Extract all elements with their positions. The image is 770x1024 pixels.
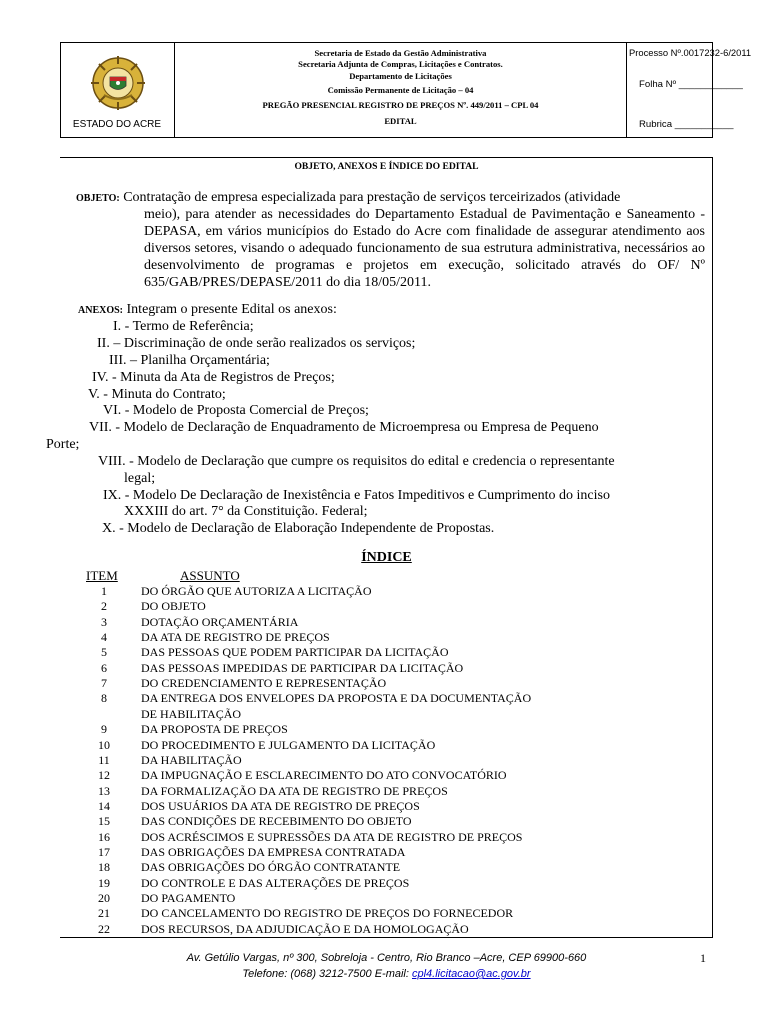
folha-field: Folha Nº ____________ — [639, 79, 743, 90]
indice-item-subject: DA IMPUGNAÇÃO E ESCLARECIMENTO DO ATO CONVOCATÓRIO — [141, 768, 507, 783]
header-line-comissao: Comissão Permanente de Licitação – 04 — [327, 85, 474, 95]
indice-item-number: 22 — [98, 921, 110, 936]
process-number: Processo Nº.0017232-6/2011 — [629, 47, 752, 58]
indice-item-subject: DAS OBRIGAÇÕES DO ÓRGÃO CONTRATANTE — [141, 860, 401, 875]
footer-address: Av. Getúlio Vargas, nº 300, Sobreloja - Centro, Rio Branco –Acre, CEP 69900-660 — [186, 952, 587, 964]
indice-item-subject: DA PROPOSTA DE PREÇOS — [141, 722, 288, 737]
footer-email-link[interactable]: cpl4.licitacao@ac.gov.br — [412, 968, 531, 980]
indice-item-subject: DAS OBRIGAÇÕES DA EMPRESA CONTRATADA — [141, 844, 406, 859]
indice-item-number: 12 — [98, 768, 110, 783]
indice-item-number: 2 — [101, 599, 107, 614]
indice-item-number: 20 — [98, 891, 110, 905]
anexo-item-continuation: XXXIII do art. 7° da Constituição. Federal; — [124, 504, 368, 519]
indice-item-subject: DO PROCEDIMENTO E JULGAMENTO DA LICITAÇÃO — [141, 737, 436, 752]
objeto-block — [76, 189, 620, 207]
anexo-item: IX. - Modelo De Declaração de Inexistência e Fatos Impeditivos e Cumprimento do inciso — [103, 488, 610, 503]
footer-contact — [60, 966, 713, 982]
objeto-first-line: Contratação de empresa especializada para prestação de serviços terceirizados (atividade — [123, 190, 621, 205]
state-name: ESTADO DO ACRE — [72, 119, 162, 130]
indice-item-subject: DOTAÇÃO ORÇAMENTÁRIA — [141, 614, 299, 629]
header-process-cell — [627, 43, 752, 137]
anexo-item: I. - Termo de Referência; — [113, 319, 254, 334]
indice-item-subject: DO PAGAMENTO — [141, 891, 236, 905]
section-title: OBJETO, ANEXOS E ÍNDICE DO EDITAL — [294, 161, 479, 172]
indice-item-number: 7 — [101, 676, 107, 691]
indice-item-number: 16 — [98, 829, 110, 844]
anexo-item: VIII. - Modelo de Declaração que cumpre os requisitos do edital e credencia o representante — [98, 454, 615, 469]
indice-item-subject: DA ATA DE REGISTRO DE PREÇOS — [141, 630, 330, 645]
indice-item-number: 3 — [101, 614, 107, 629]
indice-item-subject: DO OBJETO — [141, 599, 206, 614]
anexo-item: IV. - Minuta da Ata de Registros de Preços; — [92, 370, 335, 385]
indice-item-number: 6 — [101, 660, 107, 675]
indice-item-subject: DA HABILITAÇÃO — [141, 752, 242, 767]
indice-item-number: 1 — [101, 584, 107, 598]
indice-item-subject: DO CREDENCIAMENTO E REPRESENTAÇÃO — [141, 676, 387, 691]
indice-item-number: 5 — [101, 645, 107, 660]
indice-item-subject: DO CONTROLE E DAS ALTERAÇÕES DE PREÇOS — [141, 875, 410, 890]
header-line-departamento: Departamento de Licitações — [349, 71, 452, 81]
indice-item-subject: DA ENTREGA DOS ENVELOPES DA PROPOSTA E DA DOCUMENTAÇÃO — [141, 691, 532, 706]
header-title-cell — [175, 43, 627, 137]
state-coat-of-arms-icon — [90, 55, 146, 111]
indice-item-number: 11 — [98, 752, 110, 767]
rubrica-field: Rubrica ___________ — [639, 119, 734, 130]
footer-phone: Telefone: (068) 3212-7500 E-mail: — [242, 968, 412, 980]
indice-col-item: ITEM — [86, 568, 118, 583]
objeto-label: OBJETO: — [76, 193, 120, 204]
indice-title: ÍNDICE — [361, 550, 412, 565]
indice-item-number: 14 — [98, 798, 110, 813]
indice-item-subject: DA FORMALIZAÇÃO DA ATA DE REGISTRO DE PREÇOS — [141, 783, 448, 798]
objeto-text: meio), para atender as necessidades do Departamento Estadual de Pavimentação e Saneamento - DEPASA, em vários municípios do Estado do Acre com finalidade de assegurar atendimento aos diversos setores, visando o adequado funcionamento de sua estrutura administrativa, necessários ao desenvolvimento de programas e projetos em execução, solicitado através do OF/ Nº 635/GAB/PRES/DEPASE/2011 do dia 18/05/2011. — [144, 207, 705, 290]
indice-item-number: 13 — [98, 783, 110, 798]
indice-item-number: 4 — [101, 630, 107, 645]
indice-col-assunto: ASSUNTO — [180, 568, 240, 583]
anexos-intro-text: Integram o presente Edital os anexos: — [126, 302, 337, 317]
indice-item-subject: DE HABILITAÇÃO — [141, 706, 242, 721]
indice-item-subject: DOS USUÁRIOS DA ATA DE REGISTRO DE PREÇOS — [141, 798, 420, 813]
indice-item-number: 15 — [98, 814, 110, 829]
indice-item-subject: DAS PESSOAS IMPEDIDAS DE PARTICIPAR DA LICITAÇÃO — [141, 660, 464, 675]
indice-item-number: 21 — [98, 906, 110, 921]
indice-item-subject: DO CANCELAMENTO DO REGISTRO DE PREÇOS DO FORNECEDOR — [141, 906, 514, 921]
indice-item-number: 10 — [98, 737, 110, 752]
header-line-edital: EDITAL — [384, 116, 417, 126]
anexos-intro — [78, 301, 337, 319]
anexo-item: VI. - Modelo de Proposta Comercial de Preços; — [103, 403, 369, 418]
anexo-item: II. – Discriminação de onde serão realizados os serviços; — [97, 336, 416, 351]
indice-item-number: 18 — [98, 860, 110, 875]
anexo-item: III. – Planilha Orçamentária; — [109, 353, 270, 368]
anexo-item: V. - Minuta do Contrato; — [88, 387, 226, 402]
footer — [60, 950, 713, 982]
anexo-item-continuation: legal; — [124, 471, 156, 486]
indice-item-number: 9 — [101, 722, 107, 737]
indice-item-number: 17 — [98, 844, 110, 859]
indice-item-subject: DO ÓRGÃO QUE AUTORIZA A LICITAÇÃO — [141, 584, 372, 598]
anexo-item: X. - Modelo de Declaração de Elaboração Independente de Propostas. — [102, 521, 495, 536]
header-logo-cell — [61, 43, 175, 137]
indice-item-subject: DAS PESSOAS QUE PODEM PARTICIPAR DA LICITAÇÃO — [141, 645, 449, 660]
anexos-label: ANEXOS: — [78, 305, 124, 316]
indice-item-subject: DOS RECURSOS, DA ADJUDICAÇÃO E DA HOMOLOGAÇÃO — [141, 921, 469, 936]
header-line-pregao: PREGÃO PRESENCIAL REGISTRO DE PREÇOS Nº. 449/2011 – CPL 04 — [262, 100, 539, 110]
page-number: 1 — [700, 951, 706, 965]
indice-item-subject: DAS CONDIÇÕES DE RECEBIMENTO DO OBJETO — [141, 814, 412, 829]
document-header — [60, 42, 752, 138]
anexo-item: VII. - Modelo de Declaração de Enquadramento de Microempresa ou Empresa de Pequeno — [89, 420, 599, 435]
indice-item-number: 19 — [98, 875, 110, 890]
header-line-secretaria: Secretaria de Estado da Gestão Administrativa — [314, 48, 487, 58]
anexo-item-continuation: Porte; — [46, 437, 80, 452]
indice-item-subject: DOS ACRÉSCIMOS E SUPRESSÕES DA ATA DE REGISTRO DE PREÇOS — [141, 829, 523, 844]
header-line-adjunta: Secretaria Adjunta de Compras, Licitações e Contratos. — [298, 59, 503, 69]
indice-item-number: 8 — [101, 691, 107, 706]
